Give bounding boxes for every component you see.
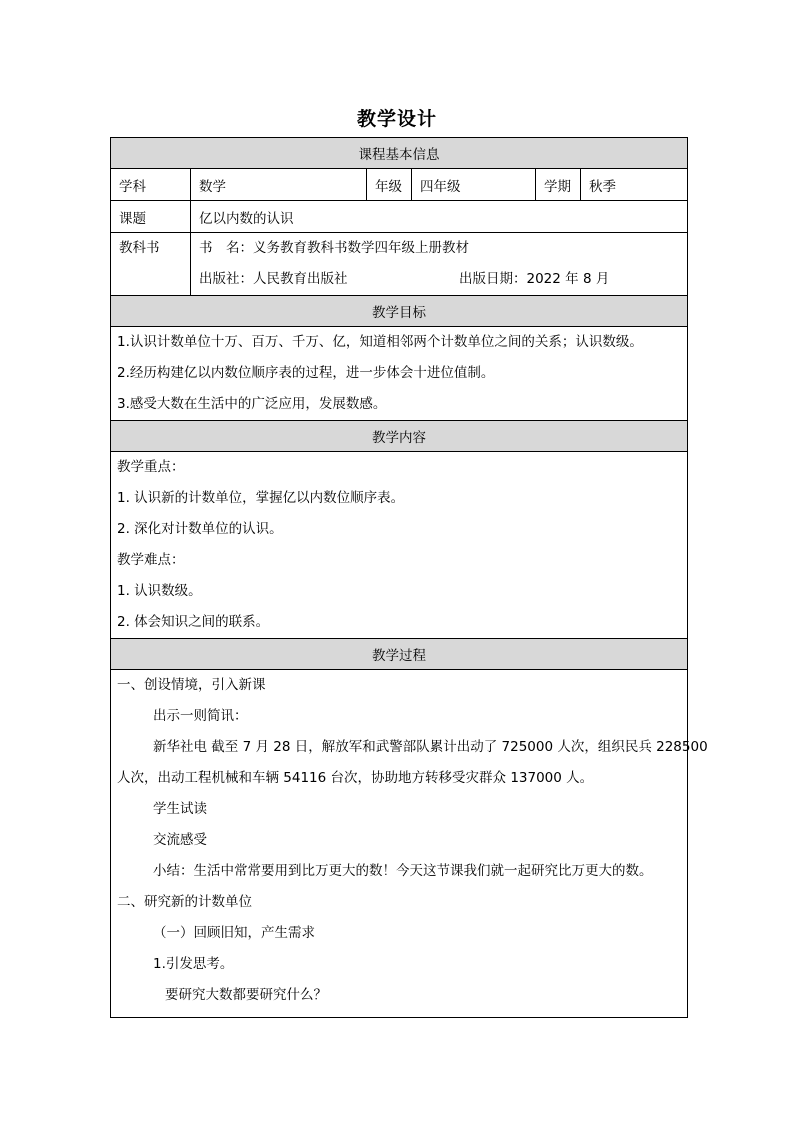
publisher-line [199, 264, 679, 295]
grade-label: 年级 [367, 169, 412, 201]
info-row-subject [111, 169, 688, 201]
content-body [111, 452, 688, 639]
question: 要研究大数都要研究什么？ [165, 987, 327, 1003]
pub-date-label: 出版日期： [459, 271, 527, 287]
key-point-item: 2. 深化对计数单位的认识。 [117, 521, 283, 537]
topic-label: 课题 [111, 201, 191, 233]
topic-value: 亿以内数的认识 [191, 201, 688, 233]
pub-date-block [459, 264, 609, 295]
book-name-line [199, 233, 679, 264]
info-row-textbook [111, 233, 688, 296]
section-header-objectives [111, 296, 688, 327]
info-row-topic [111, 201, 688, 233]
objective-item: 3.感受大数在生活中的广泛应用，发展数感。 [117, 396, 387, 412]
objective-item: 2.经历构建亿以内数位顺序表的过程，进一步体会十进位值制。 [117, 365, 495, 381]
lesson-plan-table [110, 137, 708, 1018]
objectives-body [111, 327, 688, 421]
difficult-point-item: 1. 认识数级。 [117, 583, 202, 599]
section-header-process [111, 639, 688, 670]
publisher-value: 人民教育出版社 [253, 271, 348, 287]
publisher-block [199, 264, 459, 295]
subject-label: 学科 [111, 169, 191, 201]
section-title: 教学过程 [111, 639, 688, 670]
section-header-basic-info [111, 138, 688, 169]
textbook-label-text: 教科书 [119, 240, 160, 256]
term-value: 秋季 [581, 169, 688, 201]
exchange-feelings: 交流感受 [153, 832, 207, 848]
term-label: 学期 [536, 169, 581, 201]
student-read: 学生试读 [153, 801, 207, 817]
sub-step-title: （一）回顾旧知，产生需求 [153, 925, 315, 941]
book-name-label: 书 名： [199, 240, 253, 256]
section-header-content [111, 421, 688, 452]
step2-title: 二、研究新的计数单位 [117, 894, 252, 910]
grade-value: 四年级 [412, 169, 536, 201]
difficult-point-item: 2. 体会知识之间的联系。 [117, 614, 270, 630]
section-title: 教学目标 [111, 296, 688, 327]
book-name-value: 义务教育教科书数学四年级上册教材 [253, 240, 469, 256]
textbook-details [191, 233, 688, 296]
summary: 小结：生活中常常要用到比万更大的数！今天这节课我们就一起研究比万更大的数。 [153, 863, 653, 879]
news-line: 新华社电 截至 7 月 28 日，解放军和武警部队累计出动了 725000 人次，组织民兵 228500 [153, 739, 708, 755]
textbook-label [111, 233, 191, 296]
document-title: 教学设计 [356, 108, 437, 130]
sub-item: 1.引发思考。 [153, 956, 234, 972]
pub-date-value: 2022 年 8 月 [526, 271, 610, 287]
section-title: 教学内容 [111, 421, 688, 452]
difficult-points-label: 教学难点： [117, 552, 185, 568]
key-point-item: 1. 认识新的计数单位，掌握亿以内数位顺序表。 [117, 490, 405, 506]
key-points-label: 教学重点： [117, 459, 185, 475]
section-title: 课程基本信息 [111, 138, 688, 169]
process-body [111, 670, 688, 1018]
publisher-label: 出版社： [199, 271, 253, 287]
news-intro: 出示一则简讯： [153, 708, 248, 724]
subject-value: 数学 [191, 169, 367, 201]
objective-item: 1.认识计数单位十万、百万、千万、亿，知道相邻两个计数单位之间的关系；认识数级。 [117, 334, 643, 350]
news-line: 人次，出动工程机械和车辆 54116 台次，协助地方转移受灾群众 137000 人。 [117, 770, 594, 786]
step1-title: 一、创设情境，引入新课 [117, 677, 266, 693]
